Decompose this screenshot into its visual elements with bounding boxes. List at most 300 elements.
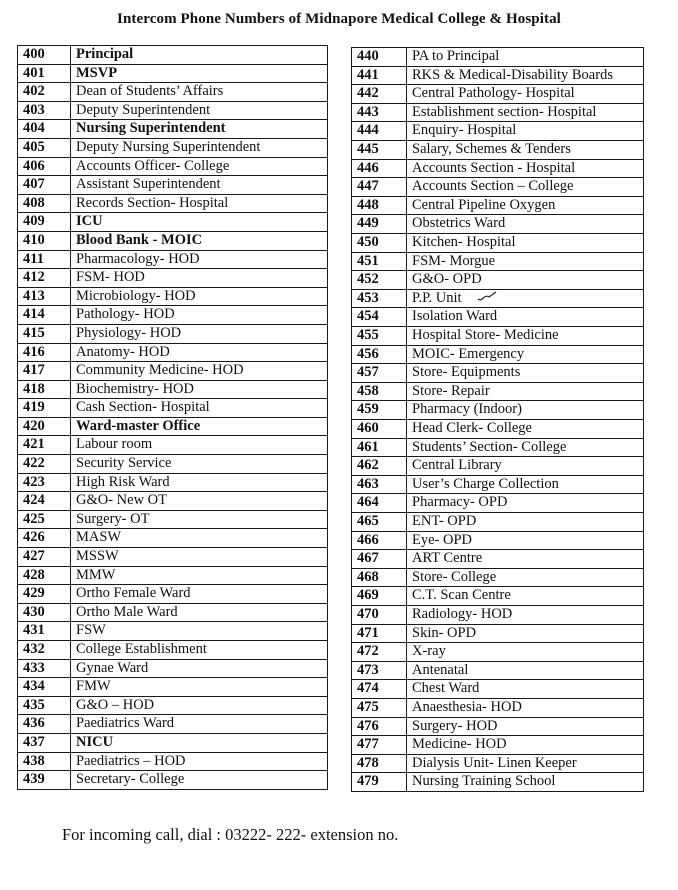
department-name: [407, 643, 644, 662]
department-name: [71, 696, 328, 715]
table-row: [18, 83, 328, 102]
table-row: [352, 605, 644, 624]
department-name: [407, 215, 644, 234]
department-name: [71, 269, 328, 288]
extension-number: 434: [18, 678, 71, 697]
department-name: [407, 550, 644, 569]
table-row: [352, 252, 644, 271]
extension-number: 421: [18, 436, 71, 455]
department-label: Store- Equipments: [412, 364, 521, 381]
department-name: [407, 327, 644, 346]
extension-number: 479: [352, 773, 407, 792]
department-name: [71, 659, 328, 678]
department-label: Kitchen- Hospital: [412, 233, 516, 250]
department-name: [71, 585, 328, 604]
department-name: [71, 603, 328, 622]
department-name: [71, 399, 328, 418]
extension-number: 445: [352, 140, 407, 159]
table-row: [352, 178, 644, 197]
table-row: [352, 382, 644, 401]
table-row: [352, 289, 644, 308]
extension-number: 424: [18, 492, 71, 511]
table-row: [352, 494, 644, 513]
department-name: [71, 380, 328, 399]
department-label: Nursing Training School: [412, 773, 556, 790]
table-row: [352, 308, 644, 327]
table-row: [18, 194, 328, 213]
department-label: Labour room: [76, 436, 153, 453]
extension-number: 408: [18, 194, 71, 213]
department-label: FSM- Morgue: [412, 252, 496, 269]
extension-number: 405: [18, 138, 71, 157]
department-name: [71, 138, 328, 157]
department-label: Nursing Superintendent: [76, 120, 226, 137]
department-label: Central Pipeline Oxygen: [412, 196, 556, 213]
department-label: PA to Principal: [412, 48, 500, 64]
department-label: NICU: [76, 733, 114, 750]
table-row: [18, 46, 328, 65]
department-label: Isolation Ward: [412, 308, 498, 325]
department-label: Pharmacology- HOD: [76, 250, 200, 267]
department-name: [407, 661, 644, 680]
department-label: C.T. Scan Centre: [412, 587, 511, 604]
table-row: [18, 492, 328, 511]
table-row: [352, 196, 644, 215]
table-row: [18, 306, 328, 325]
handwritten-tick-icon: [476, 290, 500, 308]
department-label: Ward-master Office: [76, 417, 201, 434]
department-label: G&O- New OT: [76, 492, 168, 509]
table-row: [352, 438, 644, 457]
department-name: [71, 306, 328, 325]
department-name: [407, 568, 644, 587]
department-name: [407, 754, 644, 773]
table-row: [18, 343, 328, 362]
department-name: [407, 680, 644, 699]
department-name: [71, 548, 328, 567]
department-label: User’s Charge Collection: [412, 475, 559, 492]
department-label: Deputy Superintendent: [76, 101, 211, 118]
department-label: Radiology- HOD: [412, 605, 513, 622]
extension-number: 420: [18, 417, 71, 436]
department-label: Head Clerk- College: [412, 420, 532, 436]
table-row: [18, 362, 328, 381]
table-row: [352, 680, 644, 699]
department-label: ART Centre: [412, 550, 483, 567]
table-row: [352, 345, 644, 364]
department-name: [71, 733, 328, 752]
extension-number: 443: [352, 103, 407, 122]
department-name: [71, 678, 328, 697]
table-row: [352, 401, 644, 420]
department-label: Central Pathology- Hospital: [412, 85, 575, 102]
extension-number: 470: [352, 605, 407, 624]
extension-number: 410: [18, 231, 71, 250]
extension-number: 451: [352, 252, 407, 271]
department-label: P.P. Unit: [412, 289, 462, 306]
extension-table-left: [17, 45, 328, 790]
table-row: [352, 85, 644, 104]
extension-number: 459: [352, 401, 407, 420]
extension-number: 419: [18, 399, 71, 418]
extension-number: 444: [352, 122, 407, 141]
extension-number: 441: [352, 66, 407, 85]
extension-number: 433: [18, 659, 71, 678]
department-name: [71, 343, 328, 362]
table-row: [352, 48, 644, 67]
extension-number: 415: [18, 324, 71, 343]
extension-number: 454: [352, 308, 407, 327]
department-name: [407, 85, 644, 104]
department-label: Obstetrics Ward: [412, 215, 506, 232]
department-name: [407, 289, 644, 308]
extension-number: 427: [18, 548, 71, 567]
extension-number: 406: [18, 157, 71, 176]
extension-number: 426: [18, 529, 71, 548]
extension-number: 435: [18, 696, 71, 715]
extension-number: 432: [18, 641, 71, 660]
extension-number: 411: [18, 250, 71, 269]
department-label: MMW: [76, 566, 116, 583]
extension-number: 448: [352, 196, 407, 215]
department-name: [71, 473, 328, 492]
extension-number: 422: [18, 455, 71, 474]
department-name: [71, 641, 328, 660]
department-label: Salary, Schemes & Tenders: [412, 140, 571, 157]
extension-number: 464: [352, 494, 407, 513]
extension-number: 462: [352, 457, 407, 476]
extension-number: 439: [18, 771, 71, 790]
department-name: [407, 736, 644, 755]
extension-number: 404: [18, 120, 71, 139]
department-name: [407, 364, 644, 383]
table-row: [352, 140, 644, 159]
table-row: [18, 566, 328, 585]
table-row: [352, 624, 644, 643]
department-label: Cash Section- Hospital: [76, 399, 210, 416]
department-name: [407, 531, 644, 550]
department-name: [407, 122, 644, 141]
table-row: [352, 754, 644, 773]
department-label: G&O – HOD: [76, 696, 155, 713]
department-label: Dean of Students’ Affairs: [76, 83, 224, 100]
table-row: [352, 103, 644, 122]
extension-number: 474: [352, 680, 407, 699]
extension-number: 409: [18, 213, 71, 232]
table-row: [18, 64, 328, 83]
table-row: [352, 512, 644, 531]
department-name: [71, 455, 328, 474]
table-row: [18, 231, 328, 250]
department-label: Students’ Section- College: [412, 438, 567, 455]
department-name: [71, 194, 328, 213]
department-label: Gynae Ward: [76, 659, 149, 676]
table-row: [352, 457, 644, 476]
department-label: Dialysis Unit- Linen Keeper: [412, 754, 577, 771]
department-label: Secretary- College: [76, 771, 185, 788]
table-row: [352, 550, 644, 569]
department-label: Biochemistry- HOD: [76, 380, 194, 397]
table-row: [18, 603, 328, 622]
department-label: Hospital Store- Medicine: [412, 327, 559, 344]
department-label: RKS & Medical-Disability Boards: [412, 66, 613, 83]
department-name: [407, 382, 644, 401]
extension-number: 428: [18, 566, 71, 585]
table-row: [18, 696, 328, 715]
table-row: [18, 324, 328, 343]
extension-number: 456: [352, 345, 407, 364]
extension-number: 431: [18, 622, 71, 641]
table-row: [352, 643, 644, 662]
department-name: [71, 287, 328, 306]
department-label: Surgery- OT: [76, 510, 150, 527]
extension-number: 463: [352, 475, 407, 494]
table-row: [18, 176, 328, 195]
extension-number: 429: [18, 585, 71, 604]
department-name: [71, 771, 328, 790]
department-label: Accounts Officer- College: [76, 157, 230, 174]
table-row: [18, 380, 328, 399]
extension-number: 471: [352, 624, 407, 643]
extension-number: 436: [18, 715, 71, 734]
department-name: [71, 362, 328, 381]
table-row: [18, 455, 328, 474]
footer-note: For incoming call, dial : 03222- 222- extension no.: [62, 825, 399, 844]
department-label: MSVP: [76, 64, 118, 81]
table-row: [18, 715, 328, 734]
extension-number: 461: [352, 438, 407, 457]
table-row: [352, 122, 644, 141]
department-label: FSM- HOD: [76, 269, 145, 286]
department-label: Antenatal: [412, 661, 469, 678]
department-label: Eye- OPD: [412, 531, 473, 548]
extension-number: 440: [352, 48, 407, 67]
department-label: Pharmacy- OPD: [412, 494, 508, 511]
table-row: [352, 233, 644, 252]
extension-number: 476: [352, 717, 407, 736]
extension-number: 400: [18, 46, 71, 65]
extension-number: 414: [18, 306, 71, 325]
department-name: [407, 624, 644, 643]
department-label: Establishment section- Hospital: [412, 103, 597, 120]
table-row: [352, 587, 644, 606]
table-row: [18, 120, 328, 139]
department-name: [71, 157, 328, 176]
department-label: Anaesthesia- HOD: [412, 698, 522, 715]
department-name: [407, 698, 644, 717]
department-name: [71, 622, 328, 641]
table-row: [18, 417, 328, 436]
table-row: [352, 364, 644, 383]
department-label: Pharmacy (Indoor): [412, 401, 522, 418]
table-row: [18, 138, 328, 157]
department-label: Ortho Female Ward: [76, 585, 191, 602]
department-label: Anatomy- HOD: [76, 343, 170, 360]
extension-number: 437: [18, 733, 71, 752]
extension-number: 413: [18, 287, 71, 306]
department-name: [71, 231, 328, 250]
department-label: MOIC- Emergency: [412, 345, 525, 362]
table-row: [18, 529, 328, 548]
table-row: [18, 641, 328, 660]
page-title: Intercom Phone Numbers of Midnapore Medical College & Hospital: [117, 11, 561, 27]
extension-number: 407: [18, 176, 71, 195]
table-row: [18, 752, 328, 771]
department-name: [407, 475, 644, 494]
department-name: [71, 510, 328, 529]
department-name: [407, 271, 644, 290]
department-name: [71, 83, 328, 102]
extension-number: 447: [352, 178, 407, 197]
extension-number: 473: [352, 661, 407, 680]
table-row: [352, 773, 644, 792]
extension-number: 472: [352, 643, 407, 662]
department-name: [71, 46, 328, 65]
extension-number: 423: [18, 473, 71, 492]
department-label: Principal: [76, 46, 134, 62]
extension-number: 477: [352, 736, 407, 755]
table-row: [352, 159, 644, 178]
table-row: [352, 327, 644, 346]
department-name: [71, 566, 328, 585]
department-label: Accounts Section - Hospital: [412, 159, 576, 176]
extension-number: 403: [18, 101, 71, 120]
extension-table-right: [351, 47, 644, 792]
department-label: Skin- OPD: [412, 624, 477, 641]
extension-number: 446: [352, 159, 407, 178]
extension-number: 475: [352, 698, 407, 717]
department-label: Ortho Male Ward: [76, 603, 178, 620]
table-row: [18, 548, 328, 567]
department-name: [71, 436, 328, 455]
extension-number: 412: [18, 269, 71, 288]
extension-number: 453: [352, 289, 407, 308]
table-row: [352, 420, 644, 439]
department-label: Community Medicine- HOD: [76, 362, 244, 379]
department-label: Assistant Superintendent: [76, 176, 221, 193]
department-label: Store- College: [412, 568, 497, 585]
department-name: [407, 159, 644, 178]
department-label: Central Library: [412, 457, 502, 474]
department-label: Store- Repair: [412, 382, 490, 399]
department-name: [407, 438, 644, 457]
department-name: [71, 752, 328, 771]
department-name: [407, 308, 644, 327]
extension-number: 430: [18, 603, 71, 622]
department-label: MASW: [76, 529, 122, 546]
table-row: [18, 733, 328, 752]
extension-number: 442: [352, 85, 407, 104]
table-row: [18, 157, 328, 176]
table-row: [18, 436, 328, 455]
department-name: [71, 64, 328, 83]
department-name: [407, 401, 644, 420]
table-row: [352, 531, 644, 550]
table-row: [352, 568, 644, 587]
table-row: [352, 215, 644, 234]
department-label: Surgery- HOD: [412, 717, 498, 734]
department-name: [407, 48, 644, 67]
table-row: [18, 250, 328, 269]
department-label: G&O- OPD: [412, 271, 482, 288]
department-label: Medicine- HOD: [412, 736, 507, 753]
department-name: [71, 213, 328, 232]
table-row: [352, 717, 644, 736]
extension-number: 418: [18, 380, 71, 399]
extension-number: 469: [352, 587, 407, 606]
extension-number: 465: [352, 512, 407, 531]
department-label: ICU: [76, 213, 103, 230]
department-name: [407, 587, 644, 606]
department-name: [407, 457, 644, 476]
table-row: [18, 659, 328, 678]
table-row: [352, 475, 644, 494]
department-label: Blood Bank - MOIC: [76, 231, 203, 248]
department-label: Pathology- HOD: [76, 306, 175, 323]
department-name: [407, 494, 644, 513]
department-label: FSW: [76, 622, 106, 639]
department-label: College Establishment: [76, 641, 207, 657]
department-name: [407, 512, 644, 531]
department-label: Records Section- Hospital: [76, 194, 229, 211]
department-name: [407, 252, 644, 271]
department-name: [407, 773, 644, 792]
extension-number: 438: [18, 752, 71, 771]
extension-number: 458: [352, 382, 407, 401]
department-name: [407, 233, 644, 252]
department-name: [71, 715, 328, 734]
extension-number: 416: [18, 343, 71, 362]
department-name: [71, 176, 328, 195]
extension-number: 425: [18, 510, 71, 529]
department-label: ENT- OPD: [412, 512, 477, 529]
table-row: [18, 213, 328, 232]
extension-number: 460: [352, 420, 407, 439]
department-label: FMW: [76, 678, 111, 695]
department-name: [407, 605, 644, 624]
table-row: [352, 66, 644, 85]
department-label: Paediatrics Ward: [76, 715, 175, 732]
extension-number: 457: [352, 364, 407, 383]
extension-number: 452: [352, 271, 407, 290]
department-label: MSSW: [76, 548, 119, 565]
extension-number: 466: [352, 531, 407, 550]
extension-number: 449: [352, 215, 407, 234]
department-label: Deputy Nursing Superintendent: [76, 138, 261, 155]
department-name: [71, 492, 328, 511]
table-row: [18, 101, 328, 120]
department-label: Microbiology- HOD: [76, 287, 196, 304]
extension-number: 417: [18, 362, 71, 381]
department-label: Enquiry- Hospital: [412, 122, 517, 139]
table-row: [18, 510, 328, 529]
department-name: [407, 345, 644, 364]
department-label: High Risk Ward: [76, 473, 170, 490]
department-label: Physiology- HOD: [76, 324, 182, 341]
extension-number: 467: [352, 550, 407, 569]
table-row: [18, 287, 328, 306]
table-row: [18, 399, 328, 418]
extension-number: 450: [352, 233, 407, 252]
table-row: [18, 771, 328, 790]
department-name: [407, 140, 644, 159]
table-row: [352, 736, 644, 755]
table-row: [18, 585, 328, 604]
department-label: Chest Ward: [412, 680, 480, 697]
table-row: [18, 622, 328, 641]
table-row: [352, 661, 644, 680]
table-row: [352, 271, 644, 290]
